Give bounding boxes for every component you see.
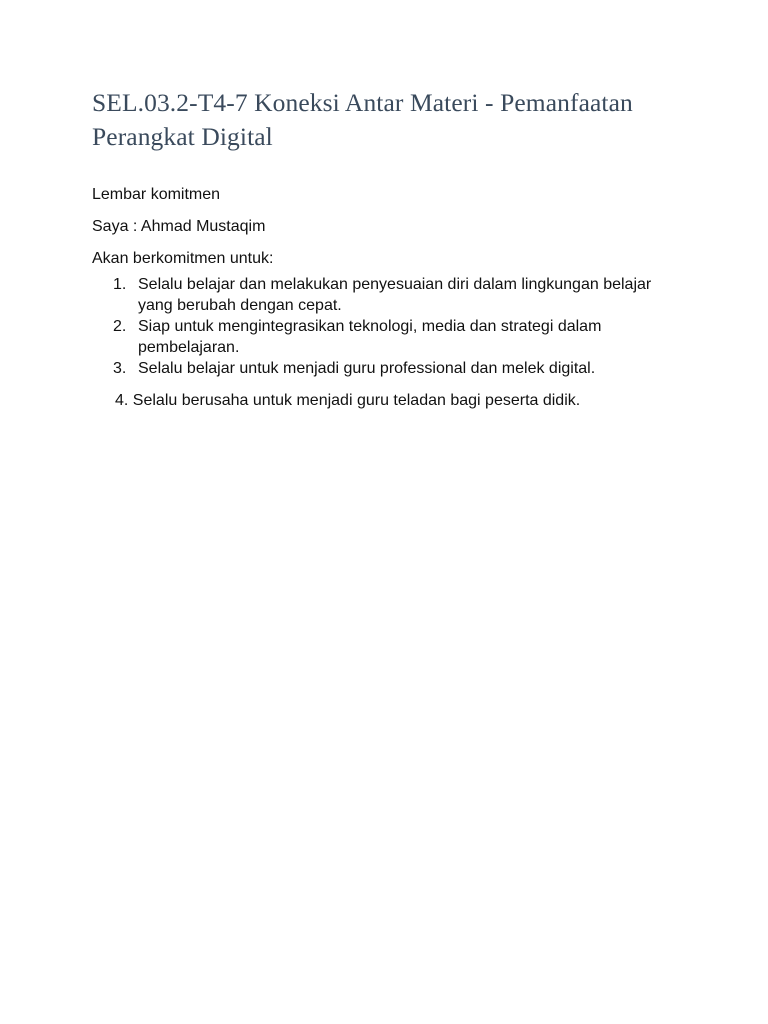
commitment-sheet-heading: Lembar komitmen xyxy=(92,186,221,203)
author-name-line: Saya : Ahmad Mustaqim xyxy=(92,218,266,235)
commitment-list xyxy=(92,274,678,379)
commitment-intro: Akan berkomitmen untuk: xyxy=(92,250,274,267)
extra-commitment-item: 4. Selalu berusaha untuk menjadi guru teladan bagi peserta didik. xyxy=(115,392,581,409)
list-item xyxy=(92,274,678,316)
list-item-number: 3. xyxy=(113,360,127,377)
list-item xyxy=(92,316,678,358)
list-item-number: 1. xyxy=(113,276,127,293)
document-title: SEL.03.2-T4-7 Koneksi Antar Materi - Pemanfaatan Perangkat Digital xyxy=(92,88,633,151)
list-item-text: Siap untuk mengintegrasikan teknologi, media dan strategi dalam pembelajaran. xyxy=(138,318,602,356)
list-item-text: Selalu belajar untuk menjadi guru professional dan melek digital. xyxy=(138,360,596,377)
list-item-text: Selalu belajar dan melakukan penyesuaian diri dalam lingkungan belajar yang berubah dengan cepat. xyxy=(138,276,652,314)
list-item-number: 2. xyxy=(113,318,127,335)
list-item xyxy=(92,358,678,379)
